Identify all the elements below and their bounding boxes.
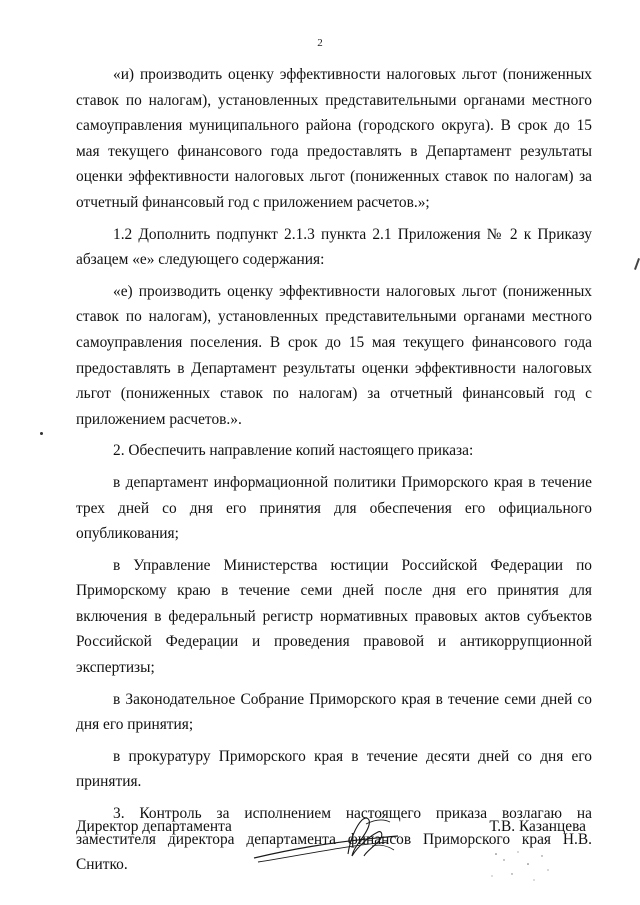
paragraph-copy-legislative-assembly: в Законодательное Собрание Приморского края в течение семи дней со дня его принятия;: [76, 690, 592, 734]
page-number: 2: [317, 37, 323, 49]
paragraph-amend-1-2: 1.2 Дополнить подпункт 2.1.3 пункта 2.1 Приложения № 2 к Приказу абзацем «е» следующего содержания:: [76, 225, 592, 269]
paragraph-copy-ministry-justice: в Управление Министерства юстиции Российской Федерации по Приморскому краю в течение семи дней после дня его принятия для включения в федеральный регистр нормативных правовых актов субъектов Российской Федерации и проведения правовой и антикоррупционной экспертизы;: [76, 556, 592, 677]
paragraph-copy-prosecutor: в прокуратуру Приморского края в течение десяти дней со дня его принятия.: [76, 747, 592, 791]
paragraph-item-i: «и) производить оценку эффективности налоговых льгот (пониженных ставок по налогам), установленных представительными органами местного самоуправления муниципального района (городского округа). В срок до 15 мая текущего финансового года предоставлять в Департамент результаты оценки эффективности налоговых льгот (пониженных ставок по налогам) за отчетный финансовый год с приложением расчетов.»;: [76, 66, 592, 211]
paragraph-item-e: «е) производить оценку эффективности налоговых льгот (пониженных ставок по налогам), установленных представительными органами местного самоуправления поселения. В срок до 15 мая текущего финансового года предоставлять в Департамент результаты оценки эффективности налоговых льгот (пониженных ставок по налогам) за отчетный финансовый год с приложением расчетов.».: [76, 282, 592, 428]
handwritten-signature: [248, 806, 418, 876]
signatory-name: Т.В. Казанцева: [489, 818, 586, 835]
document-body: [76, 62, 592, 878]
scan-speck: [40, 432, 43, 435]
scan-edge-mark: [634, 258, 640, 270]
paragraph-control: 3. Контроль за исполнением настоящего приказа возлагаю на заместителя директора департамента финансов Приморского края Н.В. Снитко.: [76, 805, 592, 874]
paragraph-copies-heading: 2. Обеспечить направление копий настоящего приказа:: [113, 442, 474, 460]
signatory-title: Директор департамента: [76, 818, 232, 835]
paragraph-copy-info-policy: в департамент информационной политики Приморского края в течение трех дней со дня его принятия для обеспечения его официального опубликования;: [76, 473, 592, 543]
faded-stamp-marks: [484, 846, 564, 886]
